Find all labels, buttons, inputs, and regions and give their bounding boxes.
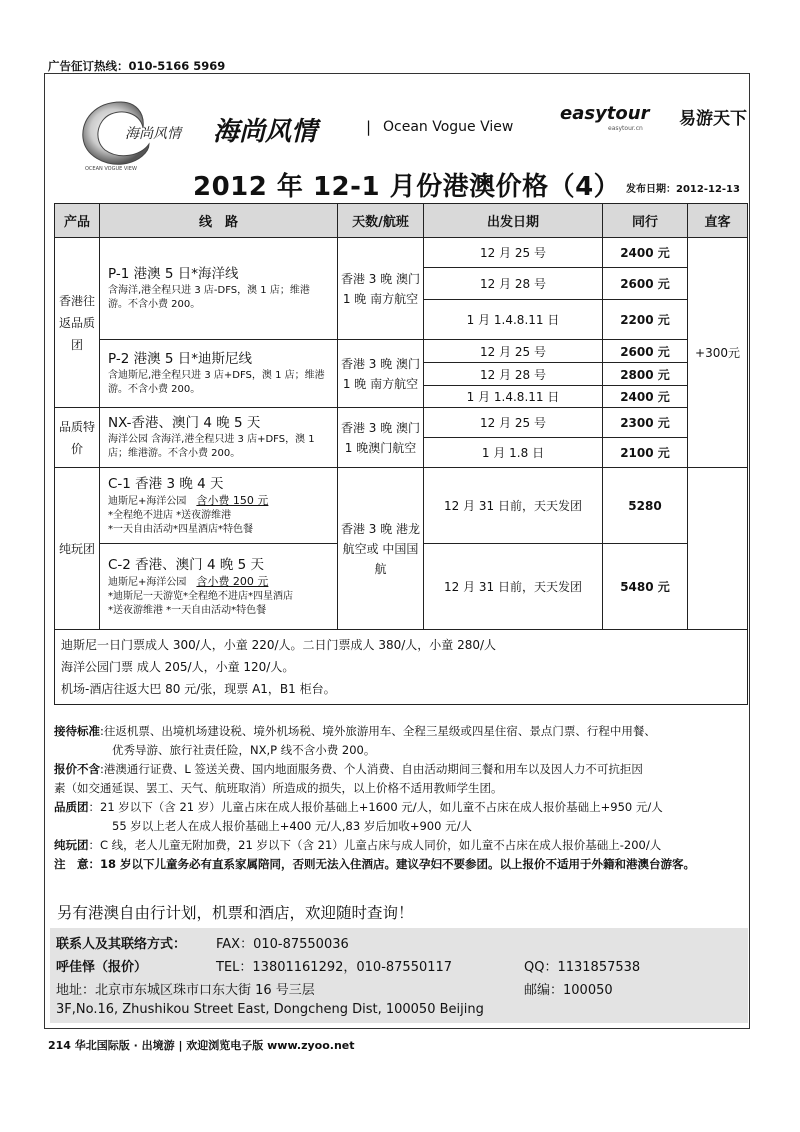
page-title: 2012 年 12-1 月份港澳价格（4）: [193, 172, 621, 202]
departure-date: 12 月 31 日前，天天发团: [424, 468, 603, 544]
terms-label: 品质团: [54, 800, 89, 814]
contact-box: [50, 928, 748, 1023]
contact-address: 地址：北京市东城区珠市口东大街 16 号三层: [56, 983, 315, 998]
terms-pure: 纯玩团：C 线，老人儿童无附加费，21 岁以下（含 21）儿童占床与成人同价，如儿童不占床在成人报价基础上-200/人: [54, 838, 662, 852]
route-desc: *迪斯尼一天游览*全程绝不进店*四星酒店: [108, 590, 293, 602]
logo-text: 海尚风情: [125, 126, 181, 142]
peer-price: 2200 元: [603, 300, 688, 340]
route-desc: 海洋公园 含海洋,港全程只进 3 店+DFS，澳 1 店；维港游。不含小费 200。: [108, 434, 315, 459]
route-desc: 含迪斯尼,港全程只进 3 店+DFS，澳 1 店；维港游。不含小费 200。: [108, 370, 325, 395]
peer-price: 2600 元: [603, 268, 688, 300]
contact-tel: TEL：13801161292，010-87550117: [216, 960, 453, 975]
col-header-direct-price: 直客: [688, 204, 748, 238]
contact-address-en: 3F,No.16, Zhushikou Street East, Dongcheng Dist, 100050 Beijing: [56, 1002, 484, 1017]
route-desc: *一天自由活动*四星酒店*特色餐: [108, 523, 253, 535]
terms-exclude: 报价不含:港澳通行证费、L 签送关费、国内地面服务费、个人消费、自由活动期间三餐和用车以及因人力不可抗拒因: [54, 762, 643, 776]
route-cell: [100, 544, 338, 630]
route-attractions: 迪斯尼+海洋公园: [108, 495, 187, 507]
route-attractions: 迪斯尼+海洋公园: [108, 576, 187, 588]
product-group-label: 纯玩团: [55, 468, 100, 630]
tip-included: 含小费 150 元: [196, 493, 269, 507]
terms-service-cont: 优秀导游、旅行社责任险，NX,P 线不含小费 200。: [112, 743, 376, 757]
contact-label: 联系人及其联络方式：: [56, 937, 187, 952]
inquiry-banner: 另有港澳自由行计划，机票和酒店，欢迎随时查询！: [57, 904, 414, 922]
table-row: [55, 468, 748, 544]
route-title: C-1 香港 3 晚 4 天: [108, 475, 224, 492]
partner-logo-sub: easytour.cn: [608, 125, 643, 132]
terms-service: 接待标准:往返机票、出境机场建设税、境外机场税、境外旅游用车、全程三星级或四星住宿、景点门票、行程中用餐、: [54, 724, 656, 738]
price-table: [54, 203, 748, 705]
peer-price: 2800 元: [603, 363, 688, 386]
col-header-product: 产品: [55, 204, 100, 238]
route-title: NX-香港、澳门 4 晚 5 天: [108, 415, 261, 431]
route-desc: [108, 575, 329, 590]
departure-date: 12 月 31 日前，天天发团: [424, 544, 603, 630]
ad-hotline: 广告征订热线：010-5166 5969: [48, 59, 226, 73]
table-row: [55, 408, 748, 438]
terms-quality: 品质团：21 岁以下（含 21 岁）儿童占床在成人报价基础上+1600 元/人，如儿童不占床在成人报价基础上+950 元/人: [54, 800, 663, 814]
departure-date: 12 月 25 号: [424, 238, 603, 268]
duration-cell: 香港 3 晚 澳门 1 晚 南方航空: [338, 238, 424, 340]
note-line: 迪斯尼一日门票成人 300/人，小童 220/人。二日门票成人 380/人，小童 280/人: [61, 638, 497, 652]
contact-person: 呼佳怿（报价）: [56, 960, 148, 975]
table-notes-row: [55, 630, 748, 705]
peer-price: 2300 元: [603, 408, 688, 438]
route-desc: *全程绝不进店 *送夜游维港: [108, 509, 232, 521]
product-group-label: 香港往返品质团: [55, 238, 100, 408]
peer-price: 2100 元: [603, 438, 688, 468]
product-group-label: 品质特价: [55, 408, 100, 468]
terms-exclude-cont: 素（如交通延误、罢工、天气、航班取消）所造成的损失，以上价格不适用教师学生团。: [54, 781, 503, 795]
note-line: 机场-酒店往返大巴 80 元/张，现票 A1，B1 柜台。: [61, 682, 336, 696]
terms-section: [54, 722, 749, 874]
brand-name-cn: 海尚风情: [213, 117, 318, 147]
route-desc: *送夜游维港 *一天自由活动*特色餐: [108, 604, 267, 616]
route-cell: [100, 238, 338, 340]
departure-date: 1 月 1.4.8.11 日: [424, 386, 603, 408]
tip-included: 含小费 200 元: [196, 574, 269, 588]
table-row: [55, 238, 748, 268]
route-desc: [108, 494, 329, 509]
terms-label: 报价不含: [54, 762, 100, 776]
departure-date: 12 月 28 号: [424, 268, 603, 300]
partner-logo: easytour: [560, 103, 650, 124]
terms-quality-cont: 55 岁以上老人在成人报价基础上+400 元/人,83 岁后加收+900 元/人: [112, 819, 472, 833]
brand-separator: |: [366, 118, 372, 136]
peer-price: 2600 元: [603, 340, 688, 363]
col-header-route: 线 路: [100, 204, 338, 238]
contact-postcode: 邮编：100050: [524, 983, 613, 998]
col-header-date: 出发日期: [424, 204, 603, 238]
contact-fax: FAX：010-87550036: [216, 937, 349, 952]
departure-date: 12 月 28 号: [424, 363, 603, 386]
duration-cell: 香港 3 晚 澳门 1 晚澳门航空: [338, 408, 424, 468]
peer-price: 2400 元: [603, 238, 688, 268]
contact-qq: QQ：1131857538: [524, 960, 641, 975]
departure-date: 1 月 1.4.8.11 日: [424, 300, 603, 340]
route-cell: [100, 340, 338, 408]
departure-date: 12 月 25 号: [424, 340, 603, 363]
route-title: C-2 香港、澳门 4 晚 5 天: [108, 556, 265, 573]
departure-date: 12 月 25 号: [424, 408, 603, 438]
col-header-peer-price: 同行: [603, 204, 688, 238]
table-header-row: [55, 204, 748, 238]
note-line: 海洋公园门票 成人 205/人，小童 120/人。: [61, 660, 295, 674]
terms-note: 注 意：18 岁以下儿童务必有直系家属陪同，否则无法入住酒店。建议孕妇不要参团。以上报价不适用于外籍和港澳台游客。: [54, 857, 696, 871]
departure-date: 1 月 1.8 日: [424, 438, 603, 468]
terms-label: 纯玩团: [54, 838, 89, 852]
table-row: [55, 340, 748, 363]
peer-price: 5480 元: [603, 544, 688, 630]
terms-label: 接待标准: [54, 724, 100, 738]
route-cell: [100, 408, 338, 468]
duration-cell: 香港 3 晚 港龙航空或 中国国航: [338, 468, 424, 630]
col-header-duration: 天数/航班: [338, 204, 424, 238]
direct-price: +300元: [688, 238, 748, 468]
route-cell: [100, 468, 338, 544]
direct-price-empty: [688, 468, 748, 630]
terms-label: 注 意: [54, 857, 89, 871]
ticket-notes: [55, 630, 748, 705]
partner-name-cn: 易游天下: [679, 109, 747, 129]
logo-caption: OCEAN VOGUE VIEW: [85, 166, 137, 172]
peer-price: 5280: [603, 468, 688, 544]
route-desc: 含海洋,港全程只进 3 店-DFS，澳 1 店；维港游。不含小费 200。: [108, 285, 310, 310]
duration-cell: 香港 3 晚 澳门 1 晚 南方航空: [338, 340, 424, 408]
page-footer: 214 华北国际版 · 出境游 | 欢迎浏览电子版 www.zyoo.net: [48, 1039, 355, 1052]
publish-date: 发布日期：2012-12-13: [626, 184, 740, 195]
brand-logo: [75, 98, 181, 172]
peer-price: 2400 元: [603, 386, 688, 408]
route-title: P-2 港澳 5 日*迪斯尼线: [108, 351, 253, 367]
route-title: P-1 港澳 5 日*海洋线: [108, 266, 239, 282]
brand-name-en: Ocean Vogue View: [383, 119, 514, 135]
